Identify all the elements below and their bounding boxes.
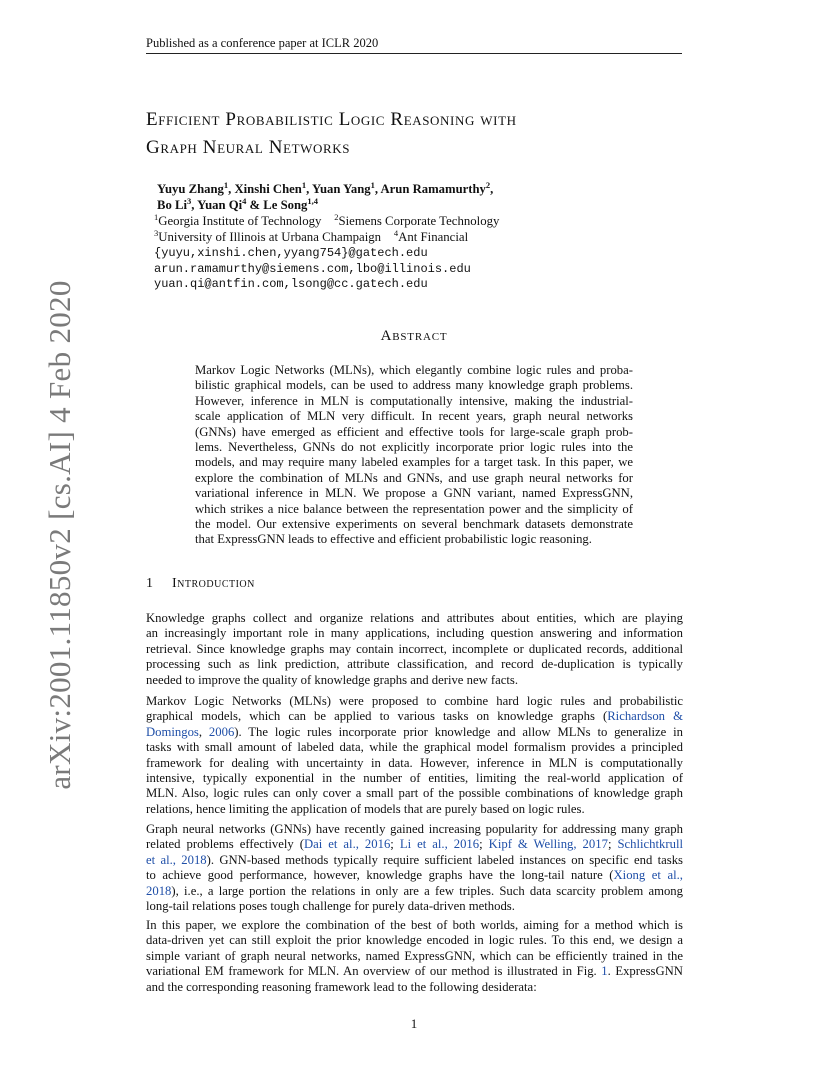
author-name: Xinshi Chen — [234, 182, 302, 196]
arxiv-stamp[interactable]: arXiv:2001.11850v2 [cs.AI] 4 Feb 2020 — [42, 280, 77, 790]
text-run: . ExpressGNN — [607, 964, 683, 979]
paragraph-line — [146, 822, 683, 837]
paragraph-line — [146, 771, 683, 786]
paragraph-line — [146, 933, 683, 948]
text-run: to achieve good performance, however, knowledge graphs have the long-tail nature ( — [146, 868, 614, 883]
intro-paragraph — [146, 611, 683, 688]
affiliation-mark: 1 — [301, 180, 307, 190]
text-run: ). The logic rules incorporate prior knowledge and allow MLNs to generalize in — [234, 724, 683, 739]
text-run: , — [198, 724, 209, 739]
affiliation-mark: 2 — [485, 180, 491, 190]
title-line: Efficient Probabilistic Logic Reasoning with — [146, 109, 517, 130]
paragraph-line — [146, 899, 683, 914]
text-run: In this paper, we explore the combination of the best of both worlds, aiming for a method which is — [146, 918, 683, 932]
author-separator: , — [374, 182, 381, 196]
header-rule — [146, 53, 682, 54]
citation-link[interactable]: Domingos — [146, 724, 199, 739]
text-run: related problems effectively ( — [146, 837, 304, 852]
paragraph-line — [146, 611, 683, 626]
affiliation-mark: 2 — [334, 212, 339, 222]
paragraph-line — [146, 837, 683, 852]
paragraph-line — [146, 740, 683, 755]
paragraph-line — [146, 709, 683, 724]
text-run: ), i.e., a large portion the relations in only are a few triples. Such data scarcity problem among — [171, 883, 683, 898]
citation-link[interactable]: 1 — [601, 964, 608, 979]
author-separator: , — [191, 197, 198, 212]
affiliation-name: Siemens Corporate Technology — [338, 214, 500, 228]
text-run: Graph neural networks (GNNs) have recently gained increasing popularity for addressing many graph — [146, 822, 683, 836]
text-run: ). GNN-based methods typically require sufficient labeled instances on specific end tasks — [206, 852, 683, 867]
text-run: and the corresponding reasoning framework lead to the following desiderata: — [146, 979, 537, 994]
text-run: Markov Logic Networks (MLNs) were proposed to combine hard logic rules and probabilistic — [146, 694, 683, 708]
affiliation-line — [154, 214, 499, 230]
author-emails — [154, 246, 471, 293]
author-name: Arun Ramamurthy — [380, 182, 486, 196]
citation-link[interactable]: Kipf & Welling, 2017 — [488, 837, 608, 852]
text-run: needed to improve the quality of knowledge graphs and derive new facts. — [146, 672, 519, 687]
citation-link[interactable]: Xiong et al., — [613, 868, 683, 883]
affiliation-name: Ant Financial — [398, 229, 469, 244]
author-separator: & — [246, 197, 264, 212]
page-number: 1 — [410, 1016, 418, 1031]
paragraph-line — [146, 673, 683, 688]
author-name: Yuan Qi — [197, 197, 243, 212]
abstract-line: bilistic graphical models, can be used to address many knowledge graph problems. — [195, 378, 633, 393]
affiliation-mark: 1,4 — [307, 195, 318, 206]
affiliation-mark: 4 — [393, 227, 399, 238]
email-line: {yuyu,xinshi.chen,yyang754}@gatech.edu — [154, 246, 428, 260]
email-line: arun.ramamurthy@siemens.com,lbo@illinois.edu — [154, 261, 471, 276]
paragraph-line — [146, 884, 683, 899]
section-number: 1 — [146, 576, 154, 591]
text-run: long-tail relations poses tough challenge for purely data-driven methods. — [146, 899, 515, 914]
paragraph-line — [146, 868, 683, 883]
citation-link[interactable]: Dai et al., 2016 — [303, 837, 391, 852]
paragraph-line — [146, 642, 683, 657]
paragraph-line — [146, 802, 683, 817]
text-run: variational EM framework for MLN. An overview of our method is illustrated in Fig. — [146, 964, 602, 979]
text-run: an increasingly important role in many applications, including question answering and information — [146, 626, 683, 641]
abstract-line: which strikes a nice balance between the representation power and the simplicity of — [195, 501, 633, 516]
author-line — [157, 182, 677, 198]
paper-title — [146, 106, 706, 162]
text-run: relations, hence limiting the application of models that are purely based on logic rules. — [146, 801, 585, 816]
affiliation-name: University of Illinois at Urbana Champaign — [158, 229, 382, 244]
abstract-line: variational inference in MLN. We propose a GNN variant, named ExpressGNN, — [195, 486, 633, 501]
abstract-line: that ExpressGNN leads to effective and efficient probabilistic logic reasoning. — [195, 532, 592, 547]
author-separator: , — [306, 182, 312, 196]
author-separator: , — [228, 182, 235, 196]
paragraph-line — [146, 786, 683, 801]
text-run: MLN. Also, logic rules can only cover a small part of the possible combinations of knowledge graph — [146, 786, 683, 801]
abstract-body — [195, 363, 633, 548]
affiliation-mark: 3 — [154, 227, 159, 238]
citation-link[interactable]: Richardson & — [607, 709, 683, 724]
intro-paragraph — [146, 918, 683, 995]
text-run: graphical models, which can be applied to various tasks on knowledge graphs ( — [146, 709, 608, 724]
text-run: retrieval. Since knowledge graphs may contain incorrect, incomplete or duplicated records, additional — [146, 641, 683, 656]
author-name: Yuan Yang — [311, 182, 371, 196]
text-run: Knowledge graphs collect and organize relations and attributes about entities, which are playing — [146, 611, 683, 625]
author-name: Le Song — [263, 197, 308, 212]
text-run: ; — [390, 837, 400, 852]
affiliation-line — [154, 227, 499, 246]
abstract-line: models, and may require many labeled examples for a target task. In this paper, we — [195, 455, 633, 470]
abstract-line: However, inference in MLN is computationally intensive, making the industrial- — [195, 393, 633, 408]
abstract-line: (GNNs) have emerged as efficient and effective tools for large-scale graph prob- — [195, 424, 633, 439]
text-run: ; — [607, 837, 618, 852]
abstract-heading: Abstract — [380, 328, 448, 344]
citation-link[interactable]: Schlichtkrull — [617, 837, 684, 852]
affiliation-mark: 1 — [370, 180, 375, 190]
text-run: ; — [479, 837, 489, 852]
affiliation-name: Georgia Institute of Technology — [158, 214, 322, 228]
abstract-line: Markov Logic Networks (MLNs), which elegantly combine logic rules and proba- — [195, 363, 633, 377]
abstract-line: the model. Our extensive experiments on several benchmark datasets demonstrate — [195, 517, 633, 532]
running-header: Published as a conference paper at ICLR 2020 — [146, 36, 379, 50]
paragraph-line — [146, 918, 683, 933]
abstract-line: scale application of MLN very difficult. In recent years, graph neural networks — [195, 409, 633, 424]
email-line: yuan.qi@antfin.com,lsong@cc.gatech.edu — [154, 277, 428, 292]
author-line — [157, 195, 677, 214]
title-line: Graph Neural Networks — [146, 137, 351, 158]
paragraph-line — [146, 853, 683, 868]
abstract-line: explore the combination of MLNs and GNNs, and use graph neural networks for — [195, 470, 633, 485]
text-run: data-driven yet can still exploit the prior knowledge encoded in logic rules. To this end, we design a — [146, 933, 683, 948]
paragraph-line — [146, 725, 683, 740]
paragraph-line — [146, 949, 683, 964]
paragraph-line — [146, 756, 683, 771]
author-list — [157, 182, 677, 213]
text-run: intensive, typically exponential in the number of entities, limiting the real-world application of — [146, 771, 683, 786]
author-name: Bo Li — [157, 197, 187, 212]
citation-link[interactable]: 2006 — [208, 724, 235, 739]
text-run: simple variant of graph neural networks, named ExpressGNN, which can be efficiently trained in the — [146, 948, 683, 963]
citation-link[interactable]: Li et al., 2016 — [399, 837, 480, 852]
paragraph-line — [146, 964, 683, 979]
text-run: tasks with small amount of labeled data, while the graphical model formalism provides a principled — [146, 740, 683, 755]
affiliations — [154, 214, 499, 245]
citation-link[interactable]: et al., 2018 — [146, 852, 207, 867]
text-run: processing such as link prediction, attribute classification, and record de-duplication is typically — [146, 657, 683, 672]
paragraph-line — [146, 980, 683, 995]
intro-paragraph — [146, 822, 683, 914]
author-name: Yuyu Zhang — [157, 182, 224, 196]
affiliation-mark: 4 — [242, 195, 247, 206]
intro-paragraph — [146, 694, 683, 817]
paragraph-line — [146, 626, 683, 641]
affiliation-mark: 1 — [223, 180, 229, 190]
abstract-line: lems. Nevertheless, GNNs do not explicitly incorporate prior logic rules into the — [195, 440, 633, 455]
author-separator: , — [490, 182, 494, 196]
citation-link[interactable]: 2018 — [146, 883, 172, 898]
paragraph-line — [146, 694, 683, 709]
section-title: Introduction — [172, 576, 255, 591]
paragraph-line — [146, 657, 683, 672]
affiliation-mark: 1 — [154, 212, 159, 222]
affiliation-mark: 3 — [186, 195, 192, 206]
section-heading — [146, 576, 255, 592]
text-run: framework for dealing with uncertainty in data. However, inference in MLN is computationally — [146, 755, 683, 770]
